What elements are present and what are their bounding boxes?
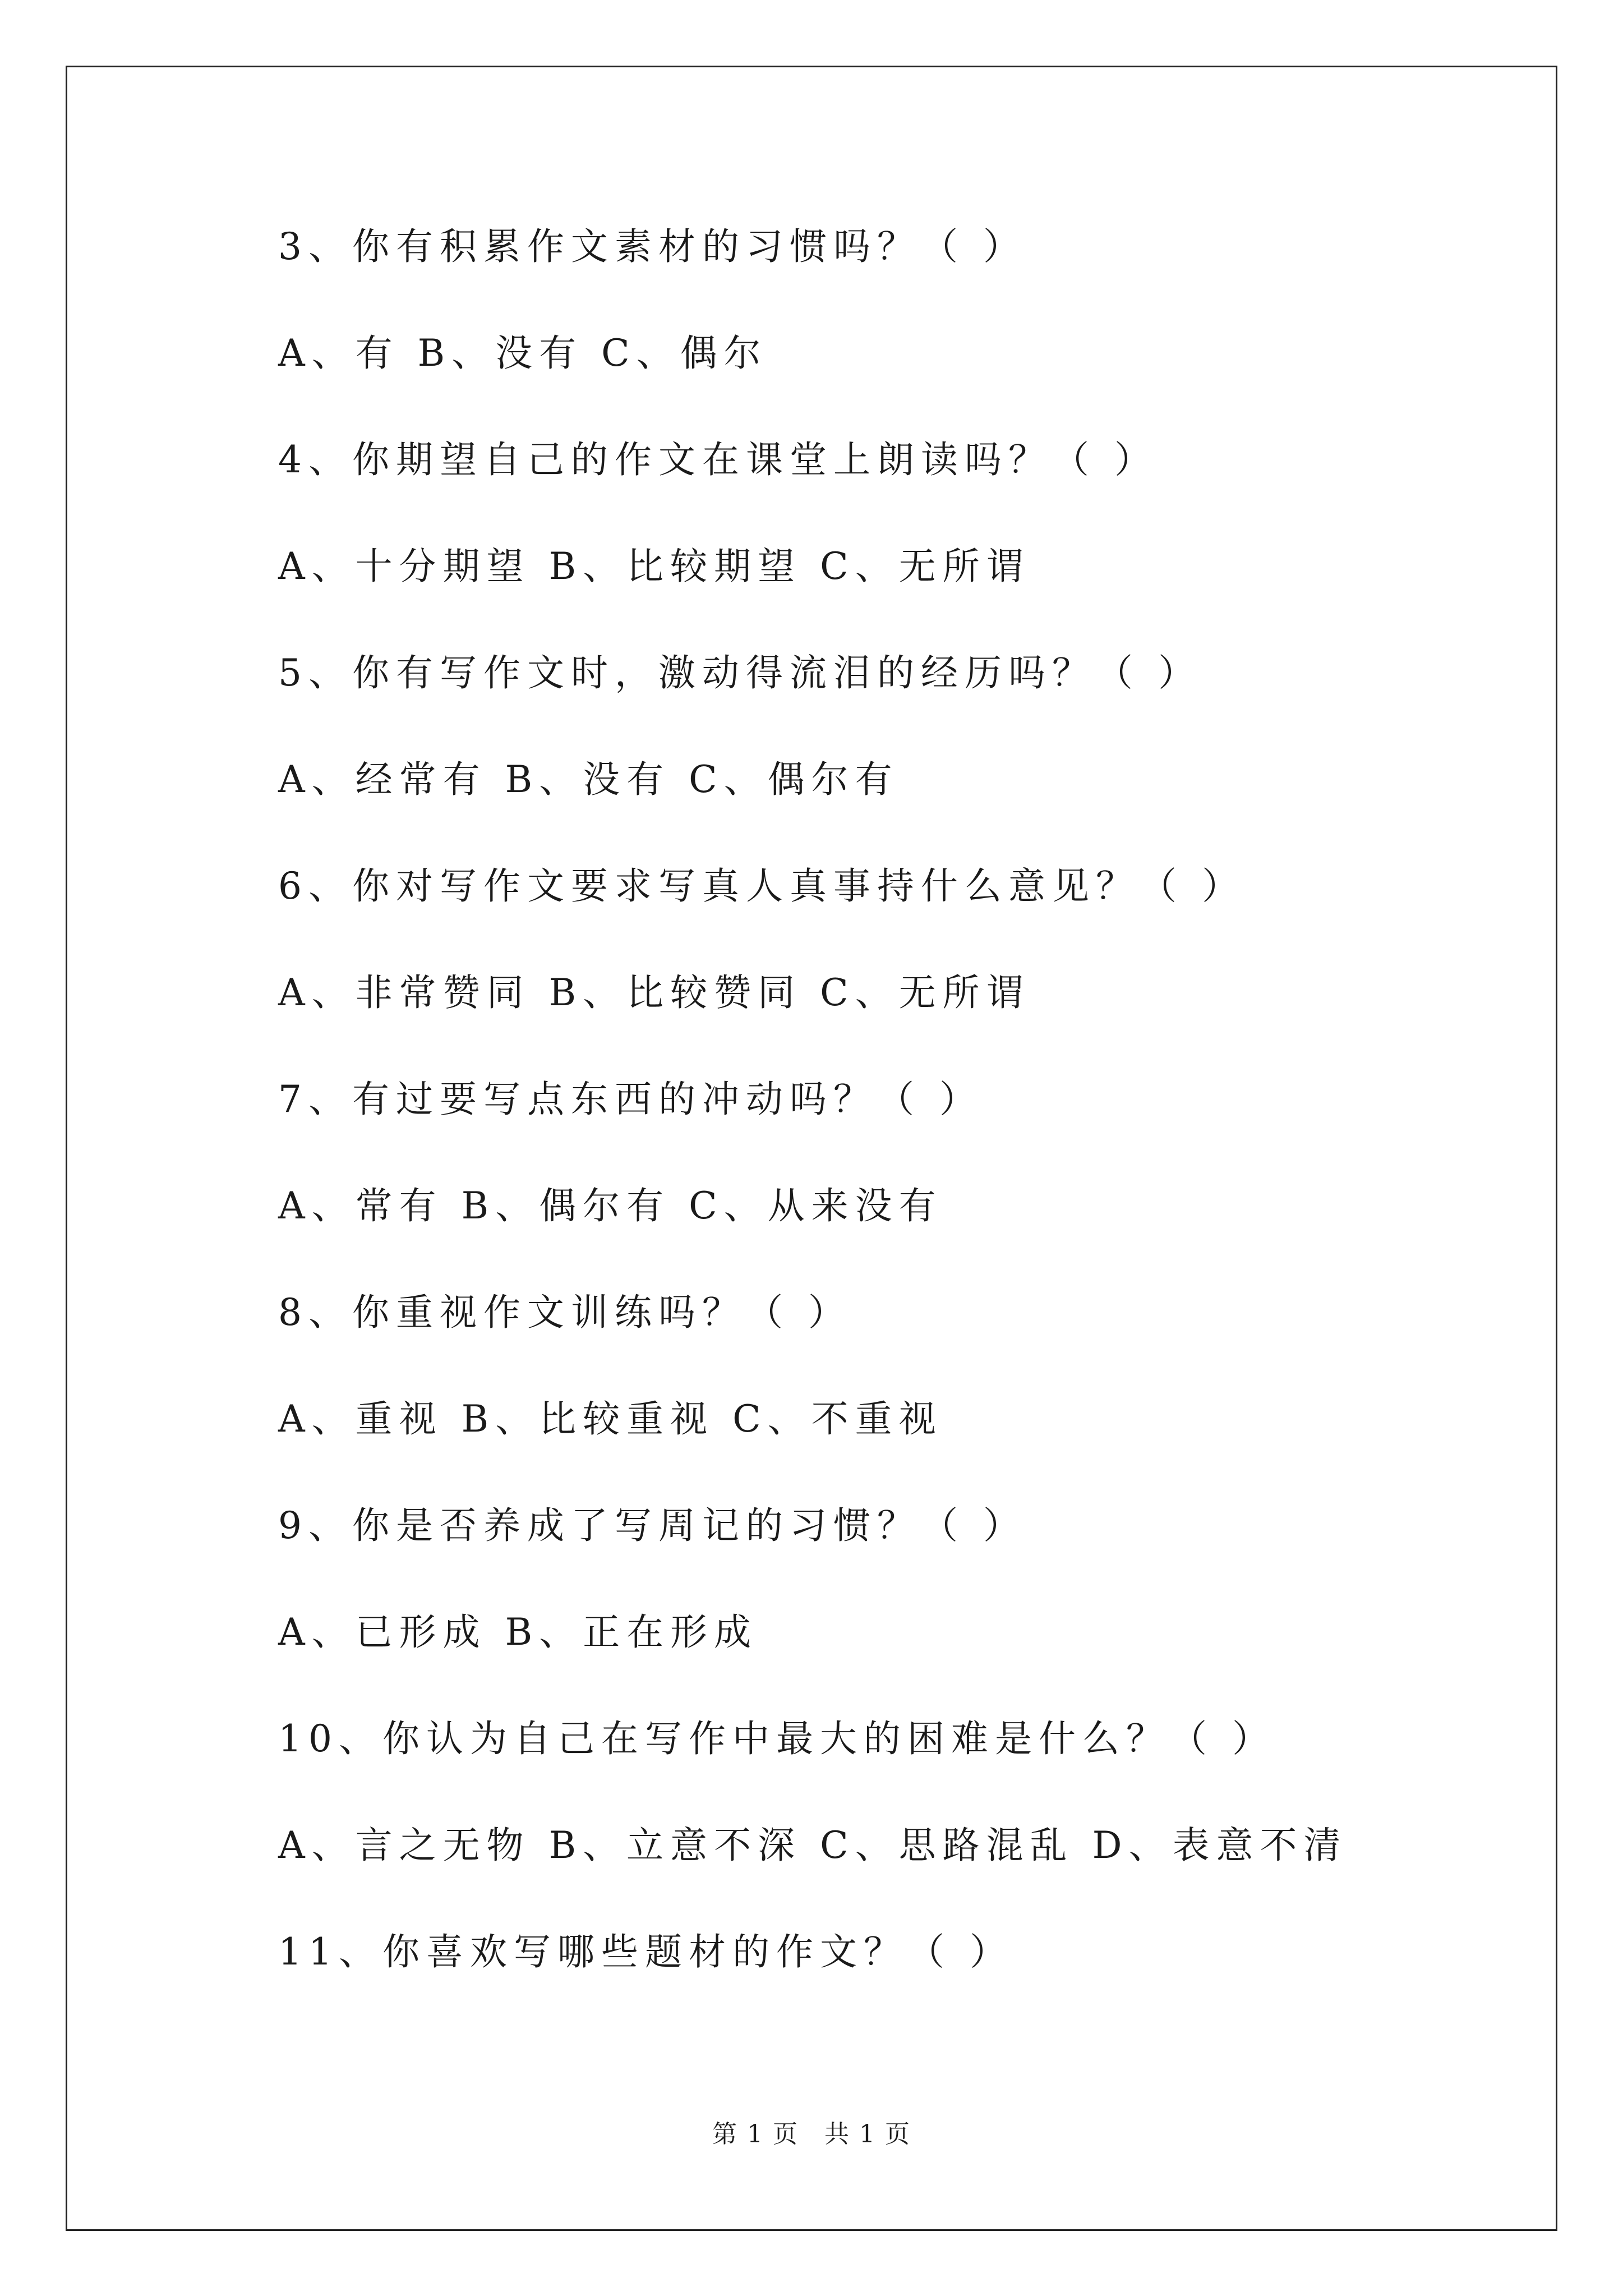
options-8: A、重视 B、比较重视 C、不重视 xyxy=(278,1397,943,1441)
options-7: A、常有 B、偶尔有 C、从来没有 xyxy=(278,1184,943,1227)
page-footer: 第 1 页 共 1 页 xyxy=(712,2120,911,2148)
document-body xyxy=(278,216,1512,2028)
question-3: 3、你有积累作文素材的习惯吗？（ ） xyxy=(278,225,1027,268)
question-7: 7、有过要写点东西的冲动吗？（ ） xyxy=(278,1078,983,1121)
question-4: 4、你期望自己的作文在课堂上朗读吗？（ ） xyxy=(278,438,1158,481)
question-10: 10、你认为自己在写作中最大的困难是什么？（ ） xyxy=(278,1717,1276,1760)
options-3: A、有 B、没有 C、偶尔 xyxy=(278,332,768,375)
options-6: A、非常赞同 B、比较赞同 C、无所谓 xyxy=(278,971,1030,1014)
question-6: 6、你对写作文要求写真人真事持什么意见？（ ） xyxy=(278,864,1246,908)
options-10: A、言之无物 B、立意不深 C、思路混乱 D、表意不清 xyxy=(278,1824,1348,1867)
options-4: A、十分期望 B、比较期望 C、无所谓 xyxy=(278,545,1030,588)
question-5: 5、你有写作文时，激动得流泪的经历吗？（ ） xyxy=(278,651,1202,694)
question-9: 9、你是否养成了写周记的习惯？（ ） xyxy=(278,1504,1027,1547)
question-8: 8、你重视作文训练吗？（ ） xyxy=(278,1291,852,1334)
question-11: 11、你喜欢写哪些题材的作文？（ ） xyxy=(278,1930,1013,1973)
options-9: A、已形成 B、正在形成 xyxy=(278,1611,758,1654)
options-5: A、经常有 B、没有 C、偶尔有 xyxy=(278,758,899,801)
